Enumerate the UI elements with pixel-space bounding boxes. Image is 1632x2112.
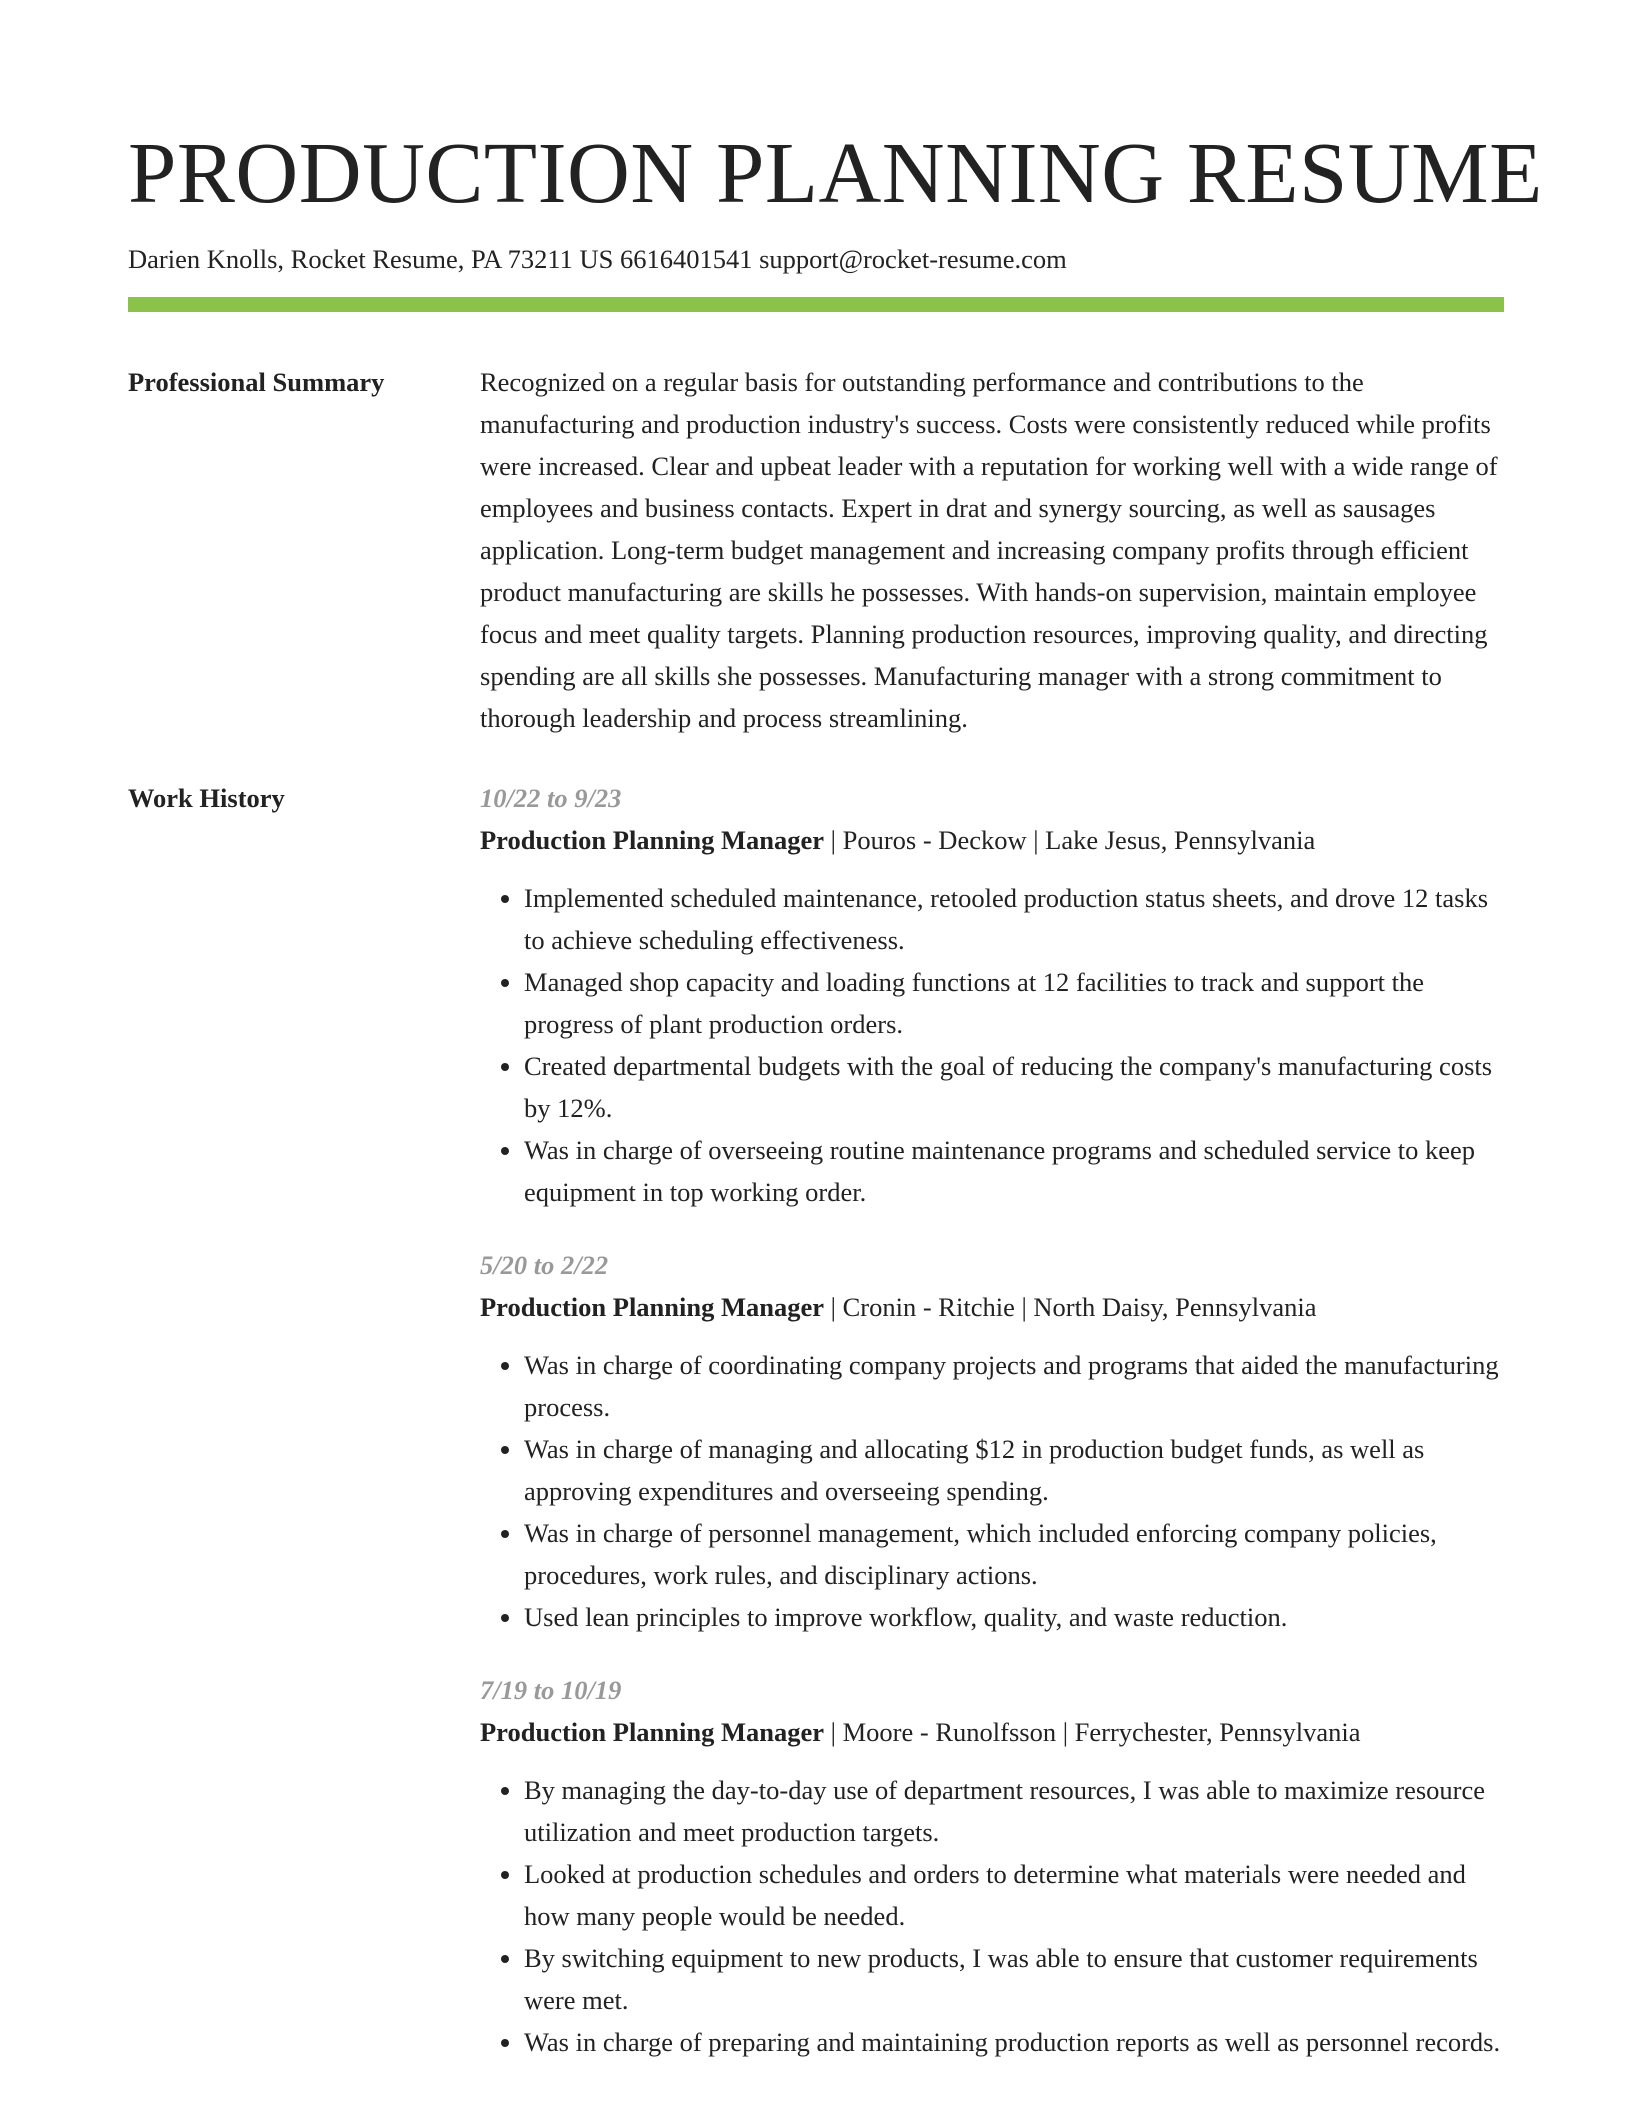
job-bullet: • Was in charge of personnel management, which included enforcing company policies, procedures, work rules, and disciplinary actions. <box>524 1512 1504 1596</box>
job-bullet: • Was in charge of managing and allocating $12 in production budget funds, as well as approving expenditures and overseeing spending. <box>524 1428 1504 1512</box>
job-bullet: • Was in charge of preparing and maintaining production reports as well as personnel records. <box>524 2021 1504 2063</box>
work-history-body <box>480 777 1504 2094</box>
job-bullet: • By switching equipment to new products, I was able to ensure that customer requirements were met. <box>524 1937 1504 2021</box>
job-bullet: • Implemented scheduled maintenance, retooled production status sheets, and drove 12 tasks to achieve scheduling effectiveness. <box>524 877 1504 961</box>
contact-line: Darien Knolls, Rocket Resume, PA 73211 US 6616401541 support@rocket-resume.com <box>128 244 1067 274</box>
job-title: Production Planning Manager <box>480 1717 825 1747</box>
job-entry <box>480 777 1504 1213</box>
job-heading <box>480 819 1504 861</box>
job-entry <box>480 1244 1504 1638</box>
section-label: Work History <box>128 783 285 813</box>
job-bullet: • Managed shop capacity and loading functions at 12 facilities to track and support the progress of plant production orders. <box>524 961 1504 1045</box>
job-bullet: • Used lean principles to improve workflow, quality, and waste reduction. <box>524 1596 1504 1638</box>
summary-body <box>480 361 1504 739</box>
job-heading <box>480 1711 1504 1753</box>
section-label: Professional Summary <box>128 367 385 397</box>
resume-title: PRODUCTION PLANNING RESUME <box>128 124 1543 221</box>
job-title: Production Planning Manager <box>480 1292 825 1322</box>
job-bullet: • Created departmental budgets with the goal of reducing the company's manufacturing costs by 12%. <box>524 1045 1504 1129</box>
job-dates: 10/22 to 9/23 <box>480 783 622 813</box>
job-bullet: • By managing the day-to-day use of department resources, I was able to maximize resource utilization and meet production targets. <box>524 1769 1504 1853</box>
job-bullet-list <box>480 877 1504 1213</box>
job-bullet-list <box>480 1344 1504 1638</box>
job-heading <box>480 1286 1504 1328</box>
job-dates: 5/20 to 2/22 <box>480 1250 609 1280</box>
job-details: | Cronin - Ritchie | North Daisy, Pennsylvania <box>824 1292 1317 1322</box>
job-title: Production Planning Manager <box>480 825 825 855</box>
summary-text: Recognized on a regular basis for outstanding performance and contributions to the manufacturing and production industry's success. Costs were consistently reduced while profits were increased. Clear and upbeat leader with a reputation for working well with a wide range of employees and business contacts. Expert in drat and synergy sourcing, as well as sausages application. Long-term budget management and increasing company profits through efficient product manufacturing are skills he possesses. With hands-on supervision, maintain employee focus and meet quality targets. Planning production resources, improving quality, and directing spending are all skills she possesses. Manufacturing manager with a strong commitment to thorough leadership and process streamlining. <box>480 367 1498 733</box>
header-divider <box>128 297 1504 312</box>
professional-summary-section <box>128 361 1504 739</box>
job-details: | Moore - Runolfsson | Ferrychester, Pennsylvania <box>824 1717 1361 1747</box>
job-details: | Pouros - Deckow | Lake Jesus, Pennsylvania <box>824 825 1316 855</box>
job-bullet: • Was in charge of overseeing routine maintenance programs and scheduled service to keep equipment in top working order. <box>524 1129 1504 1213</box>
resume-page <box>128 0 1543 2094</box>
job-entry <box>480 1669 1504 2063</box>
job-bullet: • Was in charge of coordinating company projects and programs that aided the manufacturing process. <box>524 1344 1504 1428</box>
job-bullet: • Looked at production schedules and orders to determine what materials were needed and how many people would be needed. <box>524 1853 1504 1937</box>
job-dates: 7/19 to 10/19 <box>480 1675 622 1705</box>
work-history-section <box>128 777 1504 2094</box>
job-bullet-list <box>480 1769 1504 2063</box>
